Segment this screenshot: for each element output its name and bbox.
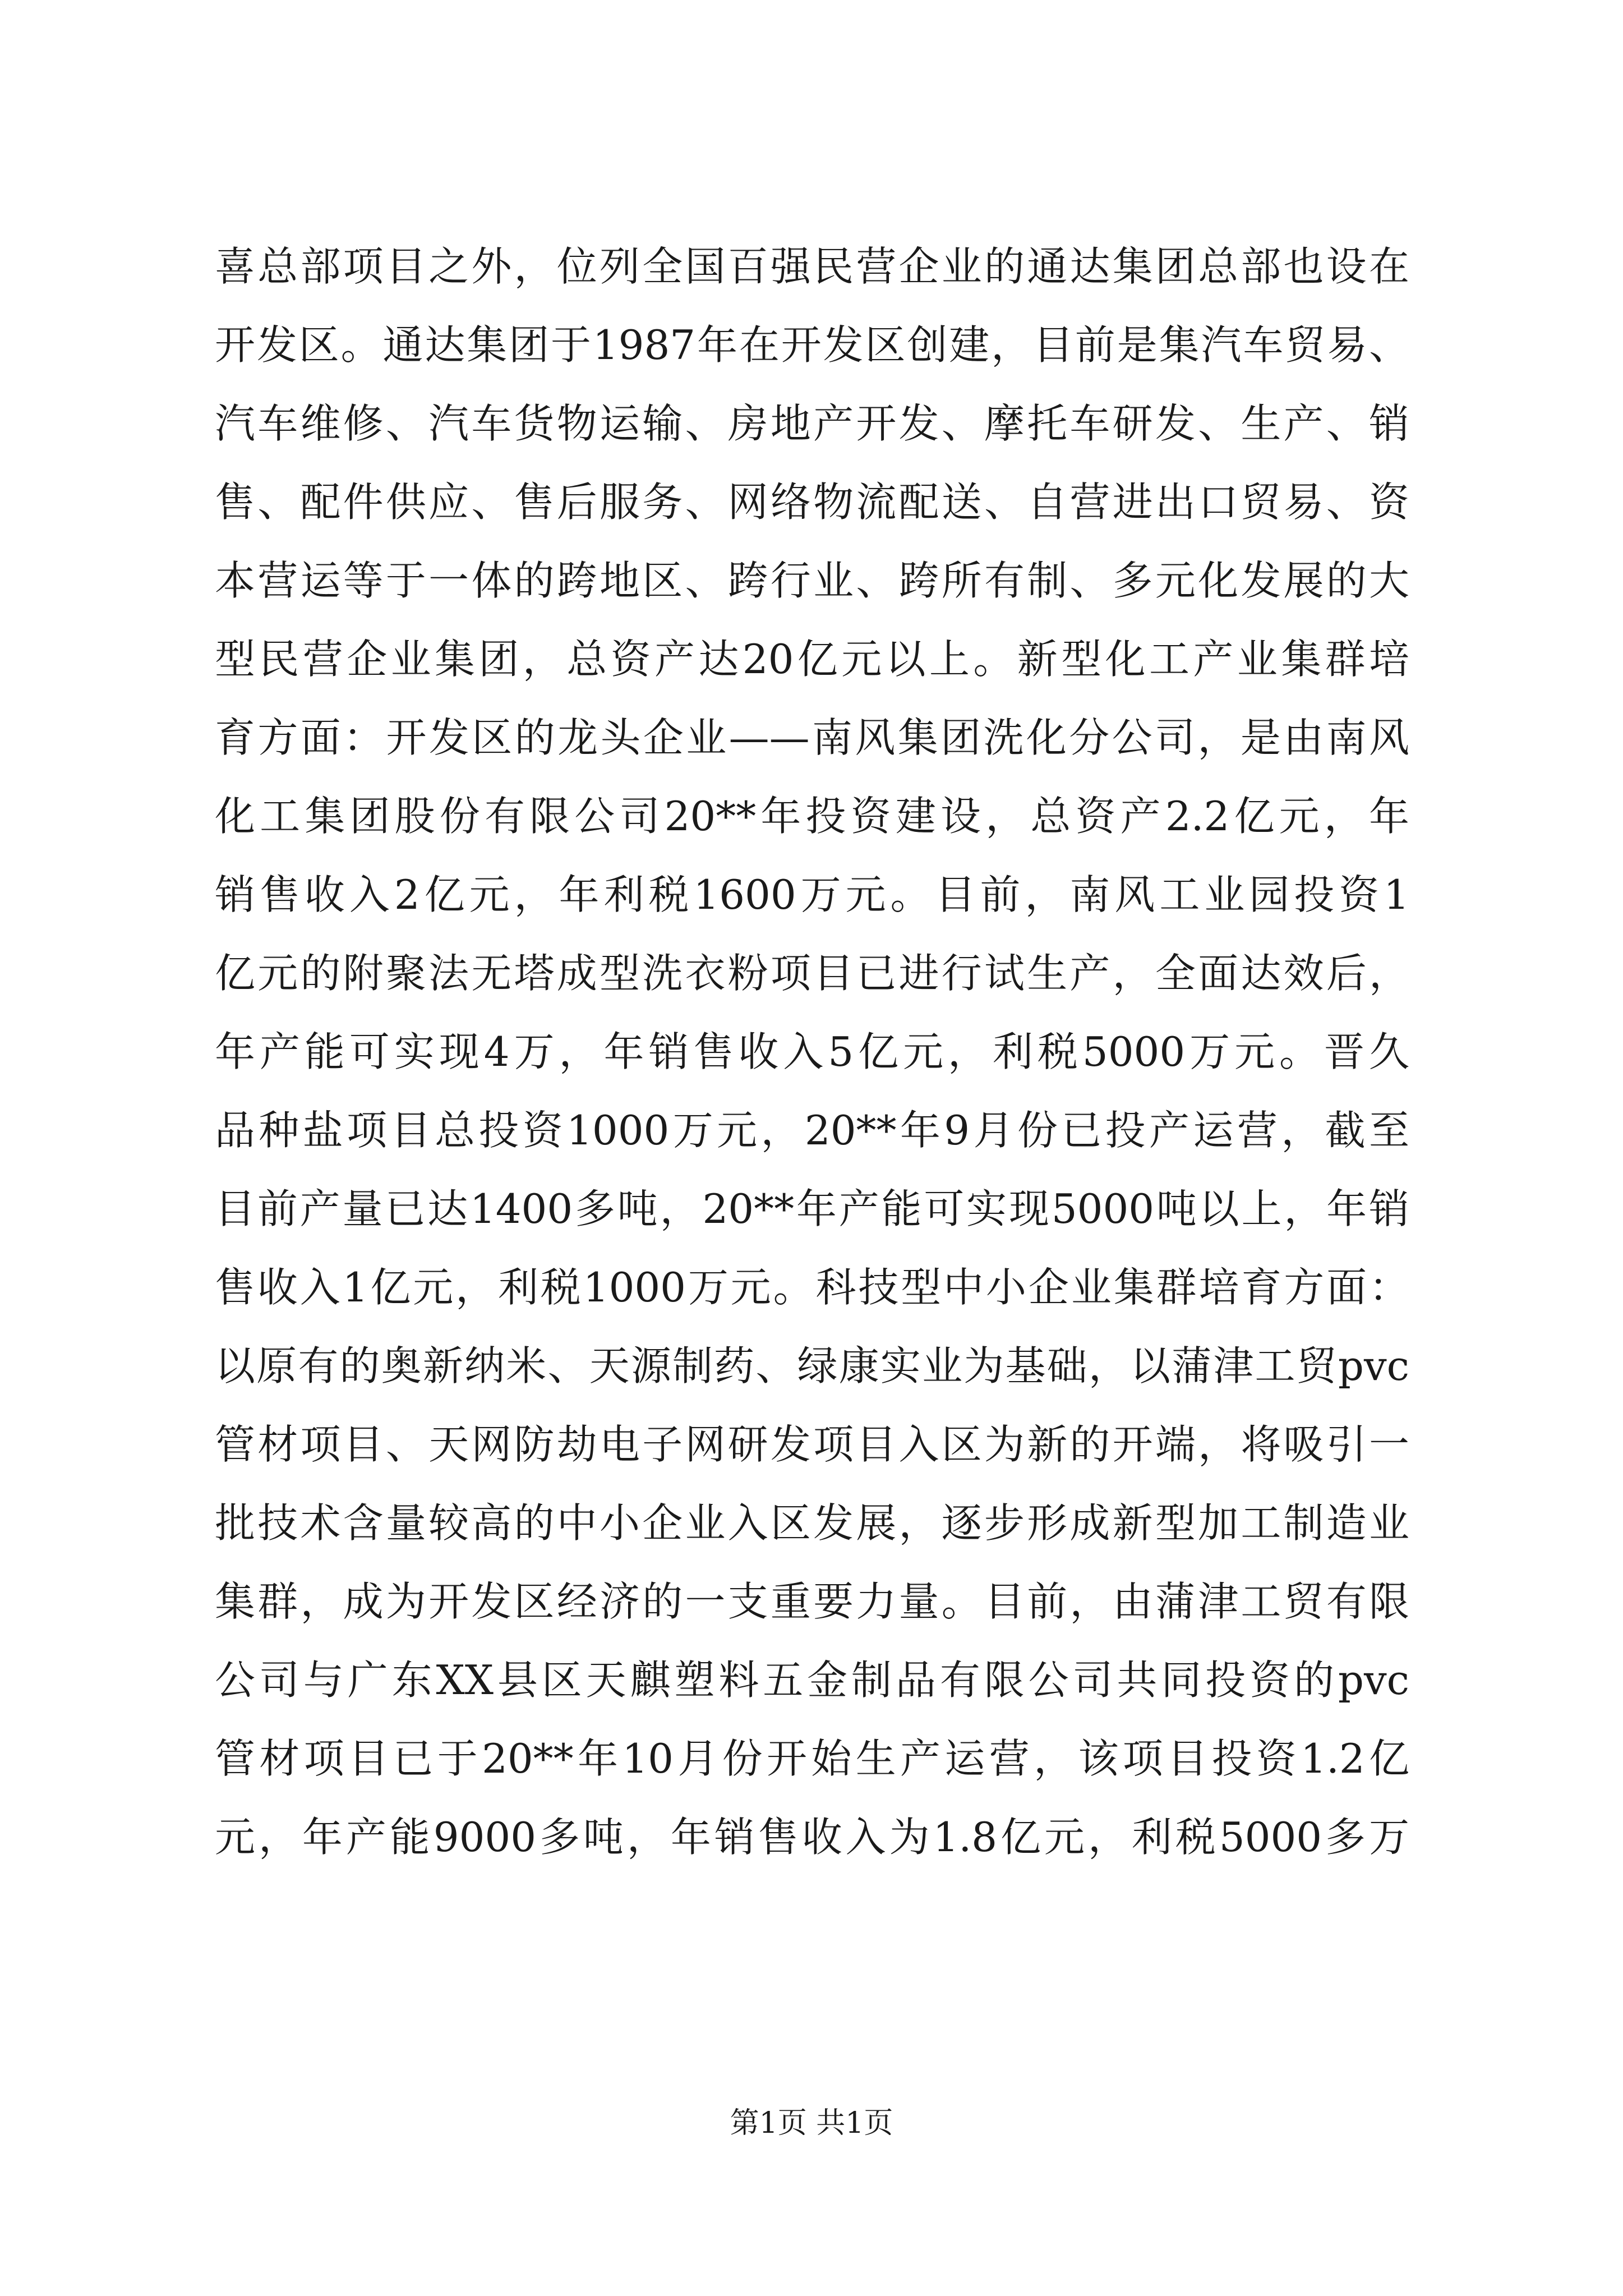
body-text-line: 开发区。通达集团于1987年在开发区创建，目前是集汽车贸易、: [215, 321, 1409, 369]
body-text-line: 公司与广东XX县区天麒塑料五金制品有限公司共同投资的pvc: [215, 1657, 1409, 1704]
body-text-line: 型民营企业集团，总资产达20亿元以上。新型化工产业集群培: [215, 636, 1409, 683]
body-text-line: 品种盐项目总投资1000万元，20**年9月份已投产运营，截至: [215, 1107, 1409, 1154]
body-text-line: 管材项目已于20**年10月份开始生产运营，该项目投资1.2亿: [215, 1735, 1409, 1782]
body-text-line: 喜总部项目之外，位列全国百强民营企业的通达集团总部也设在: [215, 243, 1409, 290]
body-text-line: 目前产量已达1400多吨，20**年产能可实现5000吨以上，年销: [215, 1185, 1409, 1232]
body-text-line: 育方面：开发区的龙头企业——南风集团洗化分公司，是由南风: [215, 714, 1409, 761]
body-text-line: 批技术含量较高的中小企业入区发展，逐步形成新型加工制造业: [215, 1499, 1409, 1547]
page-number-footer: 第1页 共1页: [730, 2106, 893, 2140]
body-text-line: 管材项目、天网防劫电子网研发项目入区为新的开端，将吸引一: [215, 1421, 1409, 1468]
body-text-line: 以原有的奥新纳米、天源制药、绿康实业为基础，以蒲津工贸pvc: [215, 1342, 1409, 1389]
body-text-line: 元，年产能9000多吨，年销售收入为1.8亿元，利税5000多万: [215, 1814, 1409, 1861]
body-text-line: 本营运等于一体的跨地区、跨行业、跨所有制、多元化发展的大: [215, 557, 1409, 604]
body-text-line: 化工集团股份有限公司20**年投资建设，总资产2.2亿元，年: [215, 793, 1409, 840]
body-text-line: 集群，成为开发区经济的一支重要力量。目前，由蒲津工贸有限: [215, 1578, 1409, 1625]
body-text-line: 亿元的附聚法无塔成型洗衣粉项目已进行试生产，全面达效后，: [215, 950, 1409, 997]
body-text-line: 年产能可实现4万，年销售收入5亿元，利税5000万元。晋久: [215, 1028, 1409, 1075]
body-text-line: 售收入1亿元，利税1000万元。科技型中小企业集群培育方面：: [215, 1264, 1409, 1311]
body-text-line: 售、配件供应、售后服务、网络物流配送、自营进出口贸易、资: [215, 478, 1409, 526]
body-text-line: 销售收入2亿元，年利税1600万元。目前，南风工业园投资1: [215, 871, 1409, 918]
body-text-line: 汽车维修、汽车货物运输、房地产开发、摩托车研发、生产、销: [215, 400, 1409, 447]
